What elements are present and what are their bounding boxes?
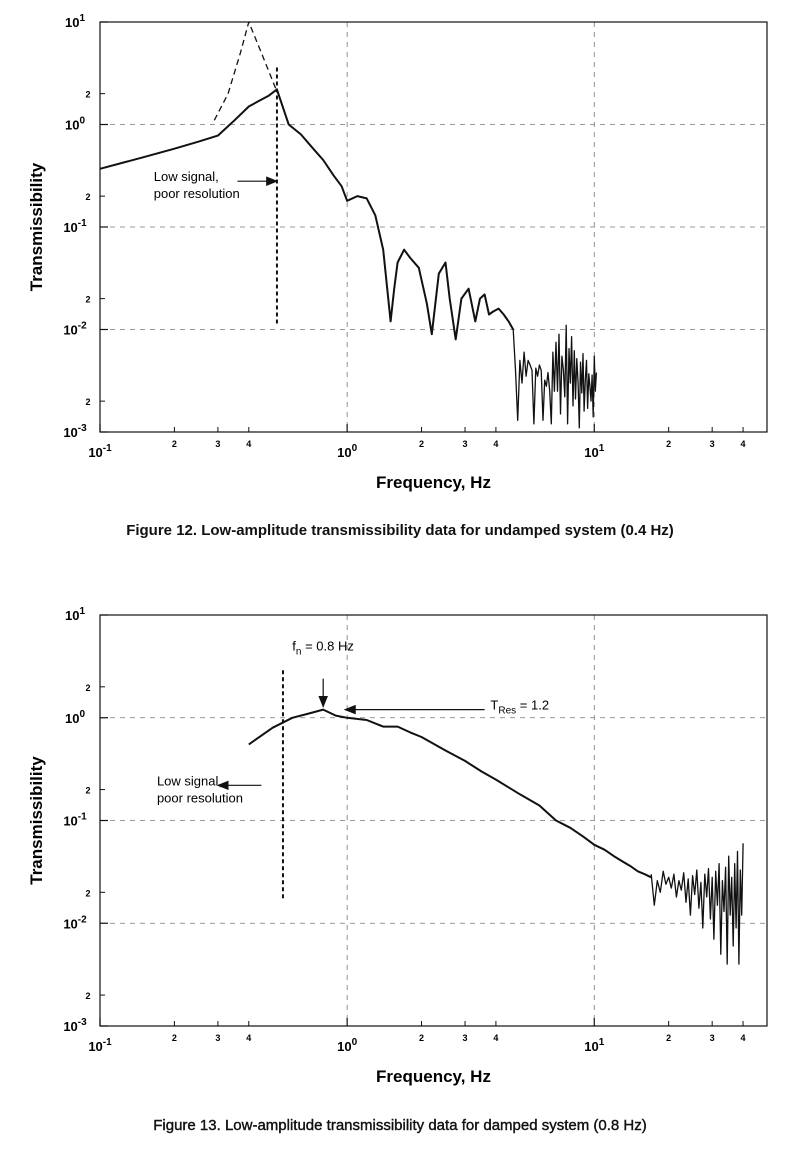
x-tick-label: $10^1$ [584, 443, 605, 460]
y-tick-label: $10^0$ [64, 115, 86, 133]
series-line-1 [513, 325, 596, 428]
figure-13 [0, 590, 800, 1153]
y-tick-label: $10^{-1}$ [63, 811, 87, 829]
x-minor-tick-label: 4 [493, 439, 499, 449]
x-minor-tick-label: 3 [215, 439, 221, 449]
series-line-1 [651, 843, 743, 964]
y-tick-label: $10^{-3}$ [63, 1017, 87, 1034]
x-minor-tick-label: 3 [462, 439, 468, 449]
y-minor-tick-label: 2 [85, 888, 91, 899]
annotation: Low signal, poor resolution [156, 773, 243, 806]
annotation: Low signal, poor resolution [153, 169, 240, 202]
x-minor-tick-label: 2 [666, 439, 672, 449]
figure-12 [0, 0, 800, 560]
x-tick-label: $10^0$ [337, 1037, 358, 1054]
x-minor-tick-label: 3 [709, 439, 715, 449]
x-minor-tick-label: 4 [740, 1033, 746, 1043]
annotation: $f_n = 0.8$ Hz [292, 638, 354, 658]
x-minor-tick-label: 2 [419, 1033, 425, 1043]
y-tick-label: $10^{-3}$ [63, 423, 87, 440]
y-tick-label: $10^0$ [64, 708, 86, 726]
y-tick-label: $10^{-2}$ [63, 320, 87, 338]
y-minor-tick-label: 2 [85, 294, 91, 305]
annotation: $T_{Res} = 1.2$ [490, 697, 550, 717]
y-axis-label: Transmissibility [27, 756, 46, 885]
x-minor-tick-label: 4 [246, 1033, 252, 1043]
series-line-0 [249, 710, 651, 878]
x-tick-label: $10^0$ [337, 443, 358, 460]
y-tick-label: $10^{-1}$ [63, 218, 87, 235]
x-minor-tick-label: 3 [215, 1033, 221, 1043]
y-minor-tick-label: 2 [85, 397, 91, 408]
y-minor-tick-label: 2 [85, 682, 91, 693]
x-minor-tick-label: 4 [740, 439, 746, 449]
series-line-0 [100, 89, 513, 339]
figure-12-caption: Figure 12. Low-amplitude transmissibility data for undamped system (0.4 Hz) [126, 522, 674, 539]
x-minor-tick-label: 3 [709, 1033, 715, 1043]
x-tick-label: $10^{-1}$ [88, 1037, 112, 1054]
x-minor-tick-label: 2 [666, 1033, 672, 1043]
x-tick-label: $10^{-1}$ [88, 443, 112, 460]
y-tick-label: $10^1$ [64, 13, 86, 30]
x-minor-tick-label: 2 [171, 439, 177, 449]
x-minor-tick-label: 4 [493, 1033, 499, 1043]
x-tick-label: $10^1$ [584, 1037, 605, 1054]
y-minor-tick-label: 2 [85, 89, 91, 100]
x-minor-tick-label: 2 [419, 439, 425, 449]
x-minor-tick-label: 2 [171, 1033, 177, 1043]
y-minor-tick-label: 2 [85, 991, 91, 1002]
y-tick-label: $10^{-2}$ [63, 914, 87, 932]
series-line-2 [214, 22, 277, 120]
chart-13 [0, 590, 800, 1115]
y-axis-label: Transmissibility [27, 162, 46, 292]
x-minor-tick-label: 3 [462, 1033, 468, 1043]
x-axis-label: Frequency, Hz [376, 1067, 491, 1086]
x-axis-label: Frequency, Hz [376, 473, 491, 492]
y-tick-label: $10^1$ [64, 606, 86, 623]
chart-12 [0, 0, 800, 520]
x-minor-tick-label: 4 [246, 439, 252, 449]
y-minor-tick-label: 2 [85, 785, 91, 796]
figure-13-caption: Figure 13. Low-amplitude transmissibility data for damped system (0.8 Hz) [153, 1117, 647, 1134]
y-minor-tick-label: 2 [85, 192, 91, 203]
